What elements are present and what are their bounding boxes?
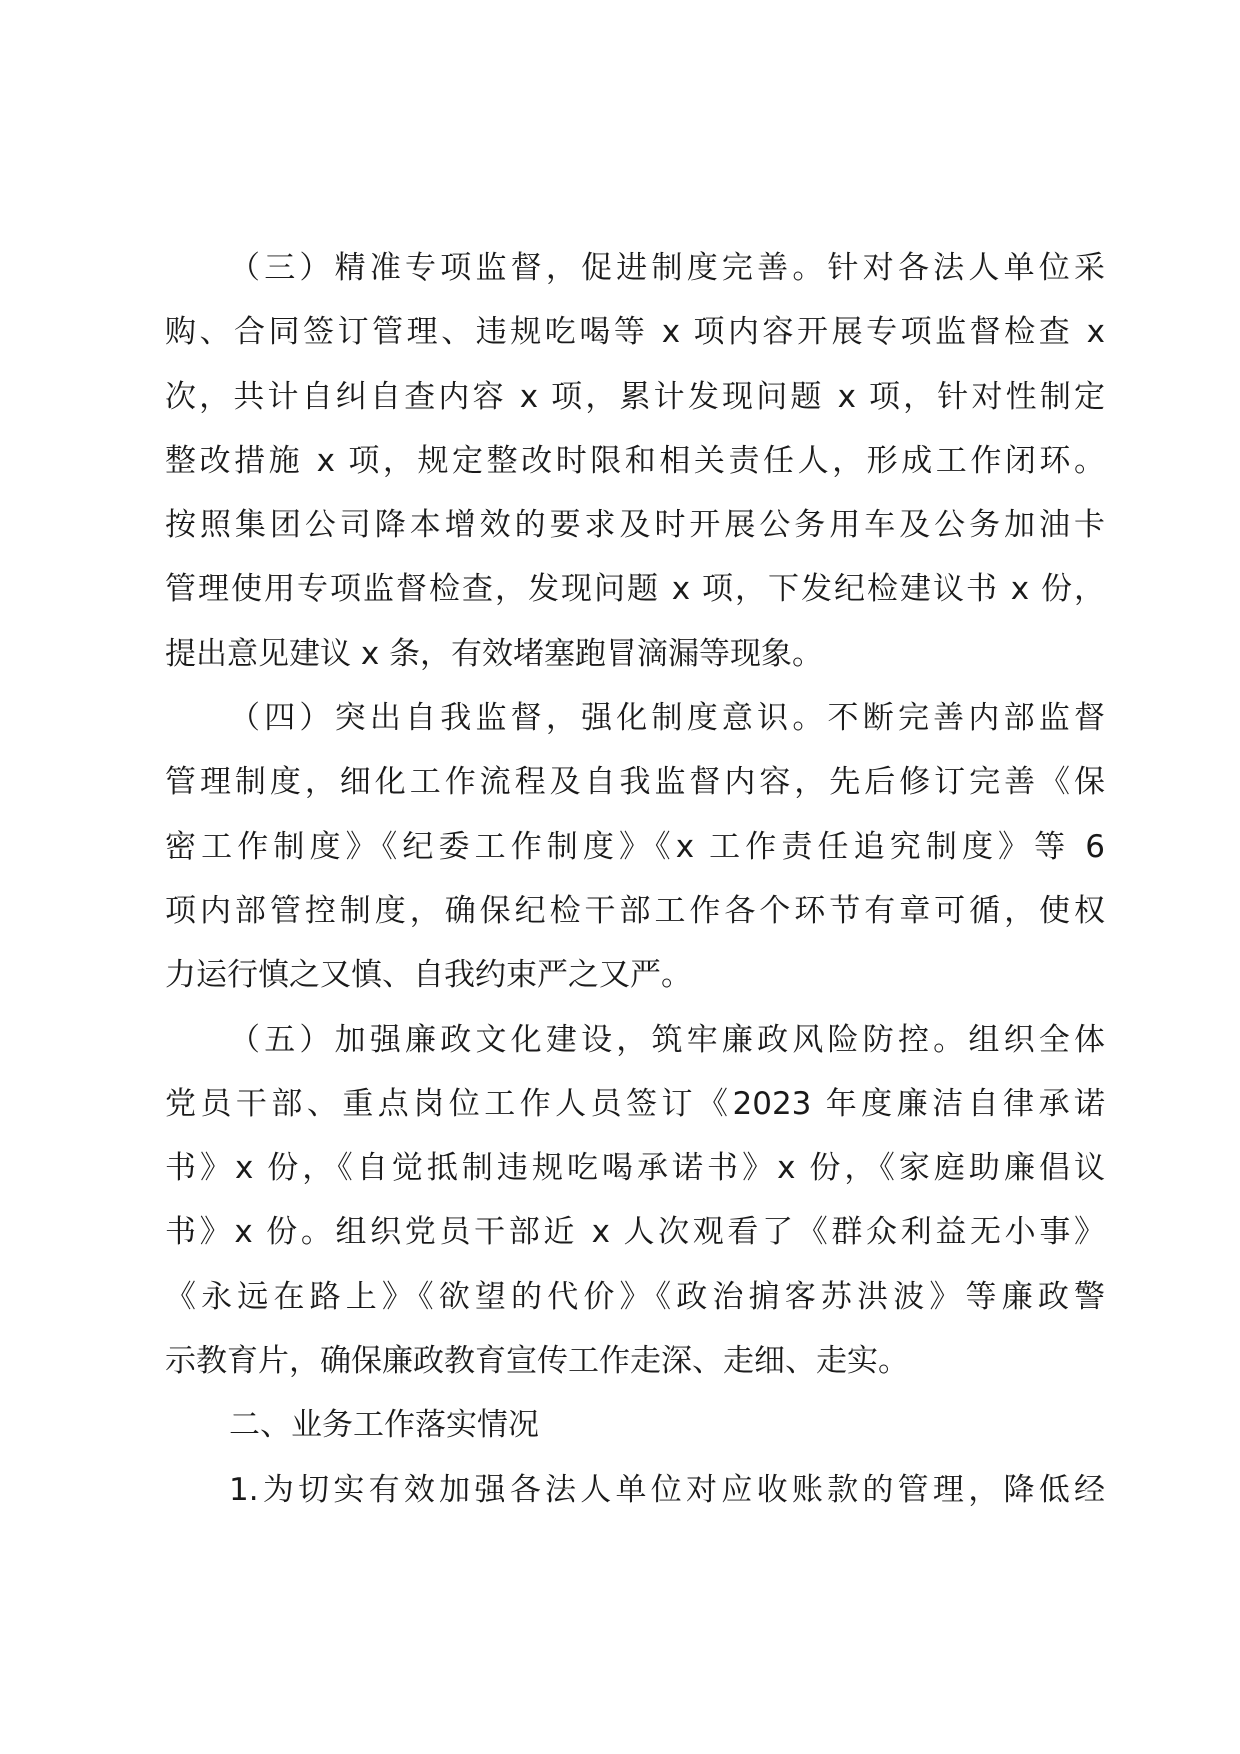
text-line: （五）加强廉政文化建设，筑牢廉政风险防控。组织全体 bbox=[229, 1021, 1105, 1058]
paragraph-section-4 bbox=[165, 686, 1105, 1007]
paragraph-section-5 bbox=[165, 1008, 1105, 1394]
text-line: （四）突出自我监督，强化制度意识。不断完善内部监督 bbox=[229, 700, 1105, 737]
document-body bbox=[165, 236, 1105, 1522]
text-line: 按照集团公司降本增效的要求及时开展公务用车及公务加油卡 bbox=[165, 507, 1105, 544]
text-line: （三）精准专项监督，促进制度完善。针对各法人单位采 bbox=[229, 250, 1105, 286]
text-line: 书》x 份，《自觉抵制违规吃喝承诺书》x 份，《家庭助廉倡议 bbox=[165, 1150, 1105, 1187]
text-line: 1.为切实有效加强各法人单位对应收账款的管理，降低经 bbox=[229, 1471, 1105, 1508]
text-line: 力运行慎之又慎、自我约束严之又严。 bbox=[165, 957, 692, 994]
text-line: 管理使用专项监督检查，发现问题 x 项，下发纪检建议书 x 份， bbox=[165, 571, 1105, 608]
text-line: 管理制度，细化工作流程及自我监督内容，先后修订完善《保 bbox=[165, 764, 1105, 801]
text-line: 书》x 份。组织党员干部近 x 人次观看了《群众利益无小事》 bbox=[165, 1214, 1105, 1251]
text-line: 次，共计自纠自查内容 x 项，累计发现问题 x 项，针对性制定 bbox=[165, 378, 1105, 415]
text-line: 提出意见建议 x 条，有效堵塞跑冒滴漏等现象。 bbox=[165, 635, 824, 672]
paragraph-item-1 bbox=[165, 1458, 1105, 1522]
text-line: 整改措施 x 项，规定整改时限和相关责任人，形成工作闭环。 bbox=[165, 442, 1105, 479]
text-line: 示教育片，确保廉政教育宣传工作走深、走细、走实。 bbox=[165, 1343, 909, 1380]
paragraph-section-3 bbox=[165, 236, 1105, 686]
text-line: 党员干部、重点岗位工作人员签订《2023 年度廉洁自律承诺 bbox=[165, 1085, 1105, 1122]
heading-line: 二、业务工作落实情况 bbox=[229, 1407, 539, 1444]
text-line: 购、合同签订管理、违规吃喝等 x 项内容开展专项监督检查 x bbox=[165, 314, 1105, 351]
text-line: 密工作制度》《纪委工作制度》《x 工作责任追究制度》等 6 bbox=[165, 828, 1105, 865]
section-heading bbox=[165, 1393, 1105, 1457]
text-line: 项内部管控制度，确保纪检干部工作各个环节有章可循，使权 bbox=[165, 892, 1105, 929]
text-line: 《永远在路上》《欲望的代价》《政治掮客苏洪波》等廉政警 bbox=[165, 1278, 1105, 1315]
